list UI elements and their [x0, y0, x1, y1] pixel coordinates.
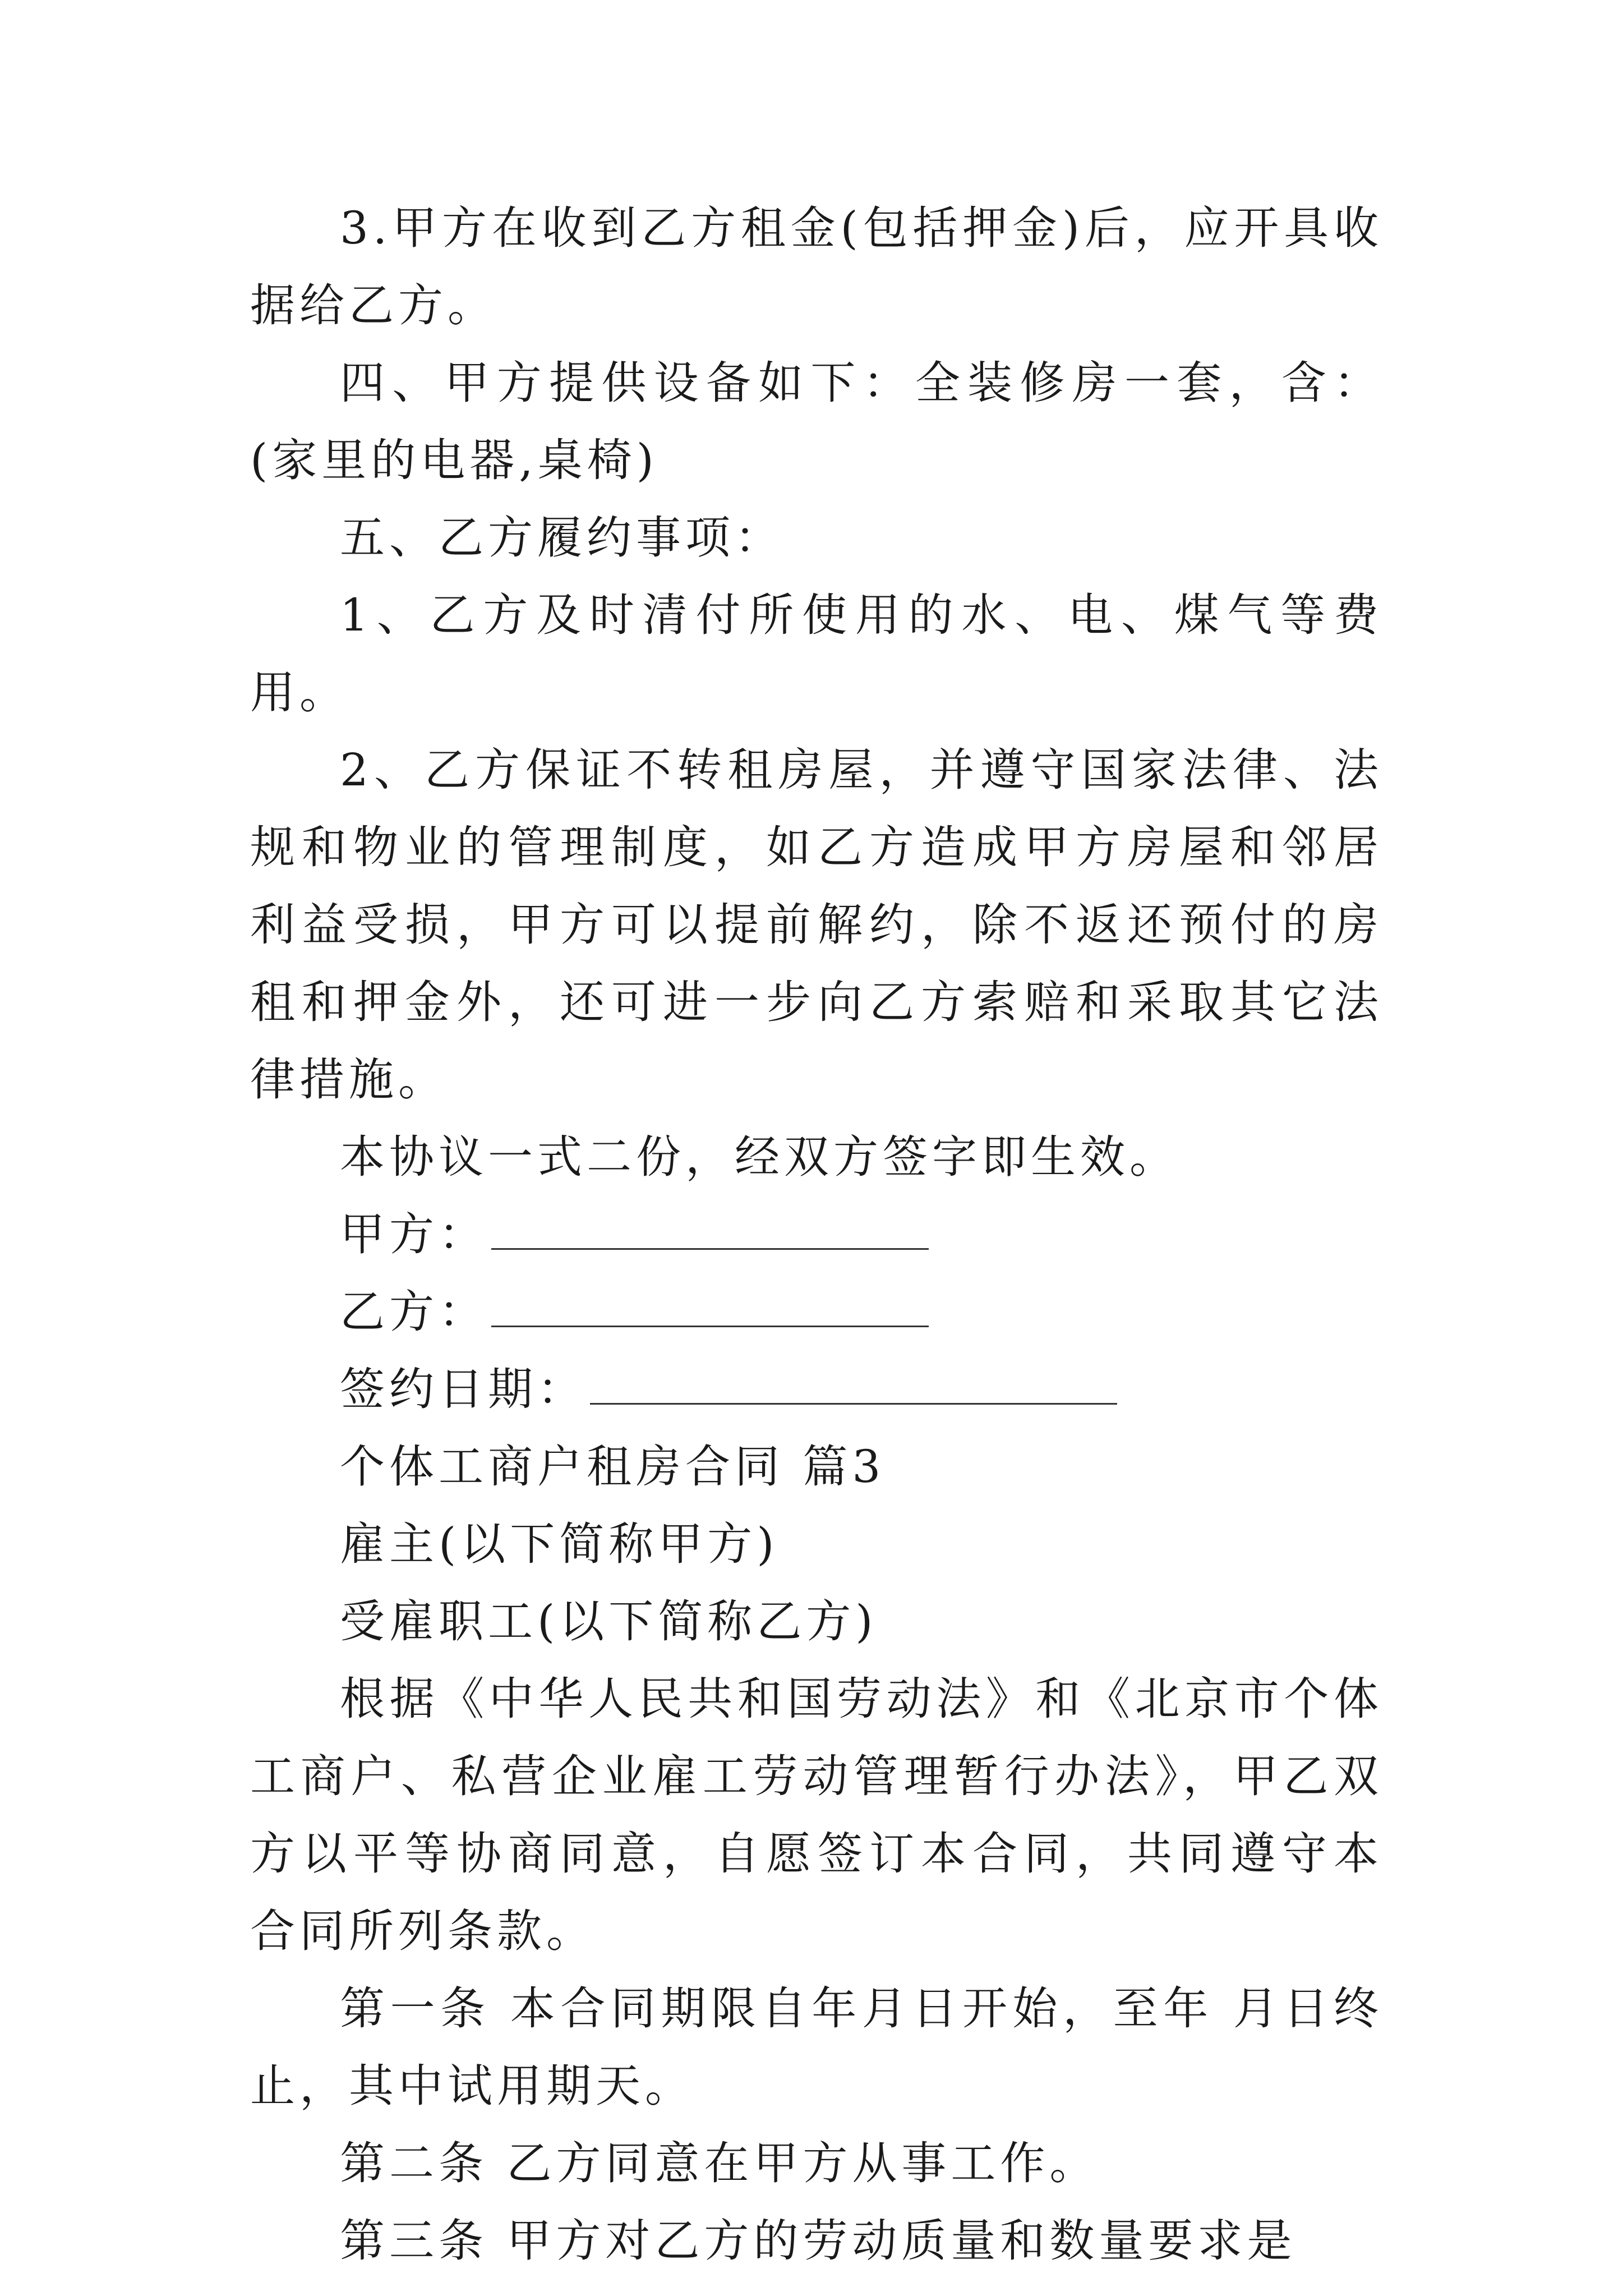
- paragraph-equipment: 四、甲方提供设备如下：全装修房一套，含：(家里的电器,桌椅): [250, 357, 1383, 486]
- date-signature-line: [590, 1369, 1117, 1405]
- party-b-signature-line: [491, 1292, 929, 1327]
- article-1: 第一条 本合同期限自年月日开始，至年 月日终止，其中试用期天。: [250, 1982, 1383, 2112]
- party-a-signature-line: [491, 1214, 929, 1250]
- date-label: 签约日期：: [340, 1363, 587, 1415]
- article-3: 第三条 甲方对乙方的劳动质量和数量要求是: [340, 2215, 1297, 2267]
- paragraph-employer: 雇主(以下简称甲方): [340, 1518, 779, 1570]
- paragraph-receipt: 3.甲方在收到乙方租金(包括押金)后，应开具收据给乙方。: [250, 202, 1383, 332]
- paragraph-employee: 受雇职工(以下简称乙方): [340, 1595, 878, 1648]
- paragraph-basis: 根据《中华人民共和国劳动法》和《北京市个体工商户、私营企业雇工劳动管理暂行办法》，甲乙双方以平等协商同意，自愿签订本合同，共同遵守本合同所列条款。: [250, 1673, 1383, 1957]
- signature-date: [250, 1351, 1383, 1428]
- document-body: [250, 190, 1383, 2280]
- paragraph-obligations-heading: 五、乙方履约事项：: [340, 512, 784, 564]
- paragraph-obligation-2: 2、乙方保证不转租房屋，并遵守国家法律、法规和物业的管理制度，如乙方造成甲方房屋和邻居利益受损，甲方可以提前解约，除不返还预付的房租和押金外，还可进一步向乙方索赔和采取其它法律措施。: [250, 744, 1383, 1106]
- party-a-label: 甲方：: [340, 1208, 488, 1260]
- party-b-label: 乙方：: [340, 1286, 488, 1338]
- signature-party-a: [250, 1196, 1383, 1273]
- signature-party-b: [250, 1273, 1383, 1351]
- article-2: 第二条 乙方同意在甲方从事工作。: [340, 2137, 1099, 2189]
- paragraph-obligation-1: 1、乙方及时清付所使用的水、电、煤气等费用。: [250, 589, 1383, 719]
- paragraph-copies: 本协议一式二份，经双方签字即生效。: [340, 1131, 1179, 1183]
- section-title: 个体工商户租房合同 篇3: [340, 1441, 886, 1493]
